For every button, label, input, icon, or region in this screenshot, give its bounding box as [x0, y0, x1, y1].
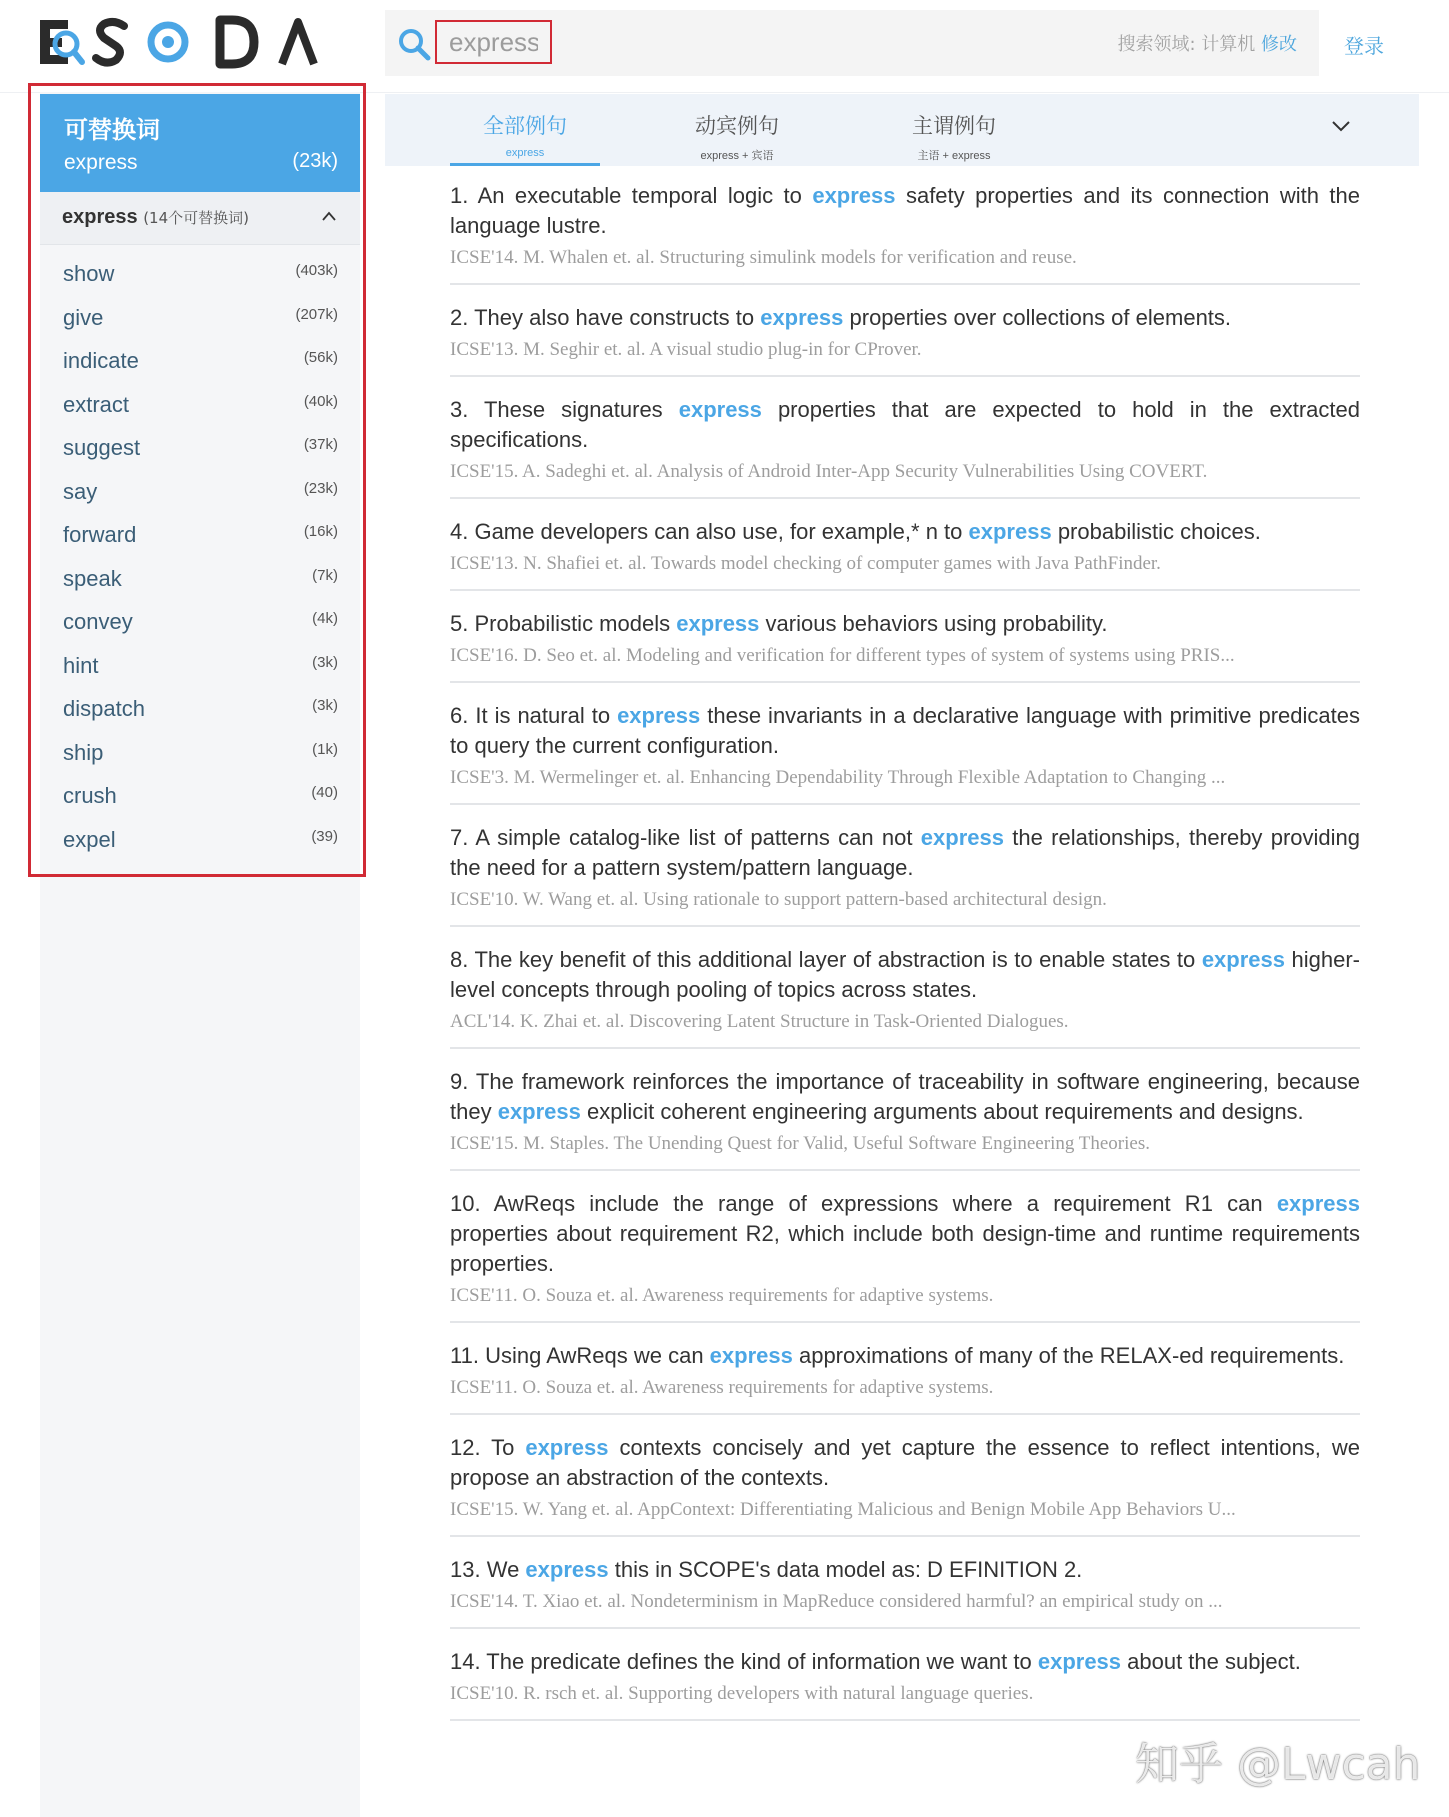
example-sentence[interactable] — [450, 1067, 1360, 1127]
synonym-word: ship — [63, 739, 104, 765]
synonym-word: forward — [63, 522, 137, 547]
synonyms-query-word: express — [64, 151, 138, 174]
synonym-count: (39) — [311, 827, 338, 845]
example-sentence-item — [450, 299, 1360, 377]
synonym-count: (40k) — [303, 392, 338, 410]
sentence-text-after: about the subject. — [1121, 1649, 1301, 1674]
sentence-citation[interactable]: ICSE'11. O. Souza et. al. Awareness requirements for adaptive systems. — [450, 1377, 994, 1398]
sentence-text-before: 12. To — [450, 1435, 526, 1460]
group-word: express — [62, 206, 138, 228]
synonym-count: (56k) — [303, 349, 338, 366]
sentence-text-after: this in SCOPE's data model as: D EFINITION 2. — [608, 1557, 1083, 1582]
synonym-count: (7k) — [312, 566, 338, 584]
example-sentence[interactable] — [450, 609, 1360, 639]
tab-verb-object[interactable] — [662, 94, 812, 166]
example-sentence-item — [450, 1551, 1360, 1629]
sentence-text-before: 7. A simple catalog-like list of patterns can not — [450, 825, 921, 850]
example-sentence-item — [450, 1185, 1360, 1323]
sentence-text-before: 1. An executable temporal logic to — [450, 183, 813, 208]
sentence-text-before: 14. The predicate defines the kind of information we want to — [450, 1649, 1038, 1674]
sentence-text-after: probabilistic choices. — [1051, 519, 1261, 544]
chevron-down-icon[interactable] — [1332, 120, 1350, 132]
sentence-text-before: 6. It is natural to — [450, 703, 618, 728]
example-sentence[interactable] — [450, 823, 1360, 883]
sentence-text-before: 8. The key benefit of this additional layer of abstraction is to enable states to — [450, 947, 1202, 972]
synonyms-highlight-box — [28, 83, 366, 877]
synonym-word: dispatch — [63, 696, 145, 721]
example-sentence-item — [450, 605, 1360, 683]
search-bar — [385, 10, 1319, 76]
synonym-count: (3k) — [312, 697, 338, 714]
example-sentence-item — [450, 177, 1360, 285]
synonym-count: (40) — [311, 784, 338, 801]
tab-label: 动宾例句 — [695, 114, 779, 138]
example-sentence[interactable] — [450, 303, 1360, 333]
tab-subject-verb[interactable] — [879, 94, 1029, 166]
sentence-text-after: various behaviors using probability. — [759, 611, 1108, 636]
sentence-text-before: 3. These signatures — [450, 397, 679, 422]
tab-label: 主谓例句 — [912, 114, 996, 138]
synonyms-query-count: (23k) — [292, 150, 338, 172]
search-input[interactable] — [435, 20, 552, 64]
tab-label: 全部例句 — [483, 114, 567, 138]
example-sentence-item — [450, 1337, 1360, 1415]
highlighted-keyword: express — [525, 1435, 609, 1460]
sentence-text-before: 5. Probabilistic models — [450, 611, 677, 636]
example-sentence-item — [450, 697, 1360, 805]
sentence-citation[interactable]: ICSE'15. M. Staples. The Unending Quest for Valid, Useful Software Engineering Theories. — [450, 1133, 1150, 1154]
highlighted-keyword: express — [1201, 947, 1285, 972]
sentence-citation[interactable]: ICSE'3. M. Wermelinger et. al. Enhancing Dependability Through Flexible Adaptation to Changing ... — [450, 767, 1226, 788]
synonym-word: extract — [63, 391, 130, 417]
sentence-citation[interactable]: ICSE'15. W. Yang et. al. AppContext: Differentiating Malicious and Benign Mobile App Behaviors U... — [450, 1499, 1236, 1520]
tabs-bar — [385, 94, 1419, 166]
synonym-word: show — [63, 261, 115, 286]
domain-label: 搜索领域: 计算机 — [1117, 34, 1256, 55]
sentence-text-after: explicit coherent engineering arguments about requirements and designs. — [580, 1099, 1304, 1124]
example-sentence-item — [450, 513, 1360, 591]
synonym-word: speak — [63, 565, 122, 591]
tab-sublabel: express — [505, 147, 545, 159]
sentence-citation[interactable]: ICSE'11. O. Souza et. al. Awareness requirements for adaptive systems. — [450, 1285, 994, 1306]
sentence-citation[interactable]: ICSE'16. D. Seo et. al. Modeling and verification for different types of system of systems using PRIS... — [450, 645, 1235, 666]
synonym-word: hint — [63, 652, 99, 678]
example-sentence[interactable] — [450, 517, 1360, 547]
synonym-count: (4k) — [312, 610, 338, 627]
sentence-text-after: contexts concisely and yet capture the essence to reflect intentions, we propose an abstraction of the contexts. — [450, 1435, 1360, 1490]
highlighted-keyword: express — [678, 397, 762, 422]
sentence-text-before: 2. They also have constructs to — [450, 305, 761, 330]
example-sentence-list — [450, 177, 1360, 1735]
sentence-text-after: the relationships, thereby providing the need for a pattern system/pattern language. — [450, 825, 1360, 880]
highlighted-keyword: express — [812, 183, 896, 208]
example-sentence-item — [450, 1063, 1360, 1171]
example-sentence[interactable] — [450, 1189, 1360, 1279]
synonym-word: indicate — [63, 348, 139, 373]
header — [0, 0, 1449, 93]
example-sentence[interactable] — [450, 1341, 1360, 1371]
sentence-citation[interactable]: ICSE'13. N. Shafiei et. al. Towards model checking of computer games with Java PathFinder. — [450, 553, 1161, 574]
example-sentence[interactable] — [450, 945, 1360, 1005]
sentence-text-after: safety properties and its connection with the language lustre. — [450, 183, 1360, 238]
sentence-text-after: properties that are expected to hold in the extracted specifications. — [450, 397, 1360, 452]
sentence-citation[interactable]: ICSE'13. M. Seghir et. al. A visual studio plug-in for CProver. — [450, 339, 922, 360]
highlighted-keyword: express — [1037, 1649, 1122, 1674]
sentence-text-after: approximations of many of the RELAX-ed requirements. — [792, 1343, 1345, 1368]
example-sentence-item — [450, 1429, 1360, 1537]
sentence-text-before: 9. The framework reinforces the importance of traceability in software engineering, because they — [450, 1069, 1360, 1124]
highlighted-keyword: express — [497, 1099, 581, 1124]
sentence-text-before: 10. AwReqs include the range of expressions where a requirement R1 can — [450, 1191, 1277, 1216]
highlighted-keyword: express — [525, 1557, 609, 1582]
sentence-citation[interactable]: ICSE'10. R. rsch et. al. Supporting developers with natural language queries. — [450, 1683, 1034, 1704]
sentence-text-after: higher-level concepts through pooling of topics across states. — [450, 947, 1361, 1002]
example-sentence-item — [450, 391, 1360, 499]
sentence-text-after: properties about requirement R2, which include both design-time and runtime requirements properties. — [450, 1221, 1360, 1276]
group-note: (14个可替换词) — [143, 209, 249, 227]
tab-sublabel: 主语 + express — [917, 150, 991, 162]
esoda-logo[interactable] — [36, 14, 326, 74]
example-sentence[interactable] — [450, 1647, 1360, 1677]
example-sentence[interactable] — [450, 395, 1360, 455]
sentence-text-before: 13. We — [450, 1557, 526, 1582]
domain-edit-link[interactable]: 修改 — [1261, 34, 1297, 55]
synonym-count: (23k) — [303, 479, 338, 497]
highlighted-keyword: express — [920, 825, 1004, 850]
tab-all-examples[interactable] — [450, 94, 600, 166]
highlighted-keyword: express — [1276, 1191, 1360, 1216]
example-sentence[interactable] — [450, 1555, 1360, 1585]
example-sentence-item — [450, 941, 1360, 1049]
synonym-word: give — [63, 304, 104, 330]
search-icon[interactable] — [397, 27, 431, 61]
synonym-word: say — [63, 478, 98, 504]
synonym-count: (1k) — [312, 740, 338, 758]
highlighted-keyword: express — [709, 1343, 793, 1368]
synonym-count: (403k) — [295, 262, 338, 279]
sentence-citation[interactable]: ICSE'10. W. Wang et. al. Using rationale to support pattern-based architectural design. — [450, 889, 1107, 910]
tab-sublabel: express + 宾语 — [700, 150, 774, 162]
synonym-word: crush — [63, 783, 117, 808]
synonym-count: (37k) — [303, 436, 338, 453]
example-sentence[interactable] — [450, 701, 1360, 761]
synonym-word: suggest — [63, 435, 141, 460]
synonym-count: (16k) — [303, 523, 338, 540]
highlighted-keyword: express — [760, 305, 844, 330]
sentence-citation[interactable]: ACL'14. K. Zhai et. al. Discovering Latent Structure in Task-Oriented Dialogues. — [450, 1011, 1069, 1032]
synonym-word: convey — [63, 609, 133, 634]
synonym-word: expel — [63, 826, 116, 852]
sentence-text-after: properties over collections of elements. — [843, 305, 1232, 330]
synonym-count: (207k) — [295, 305, 338, 323]
highlighted-keyword: express — [968, 519, 1052, 544]
example-sentence-item — [450, 1643, 1360, 1721]
example-sentence-item — [450, 819, 1360, 927]
example-sentence[interactable] — [450, 181, 1360, 241]
sentence-citation[interactable]: ICSE'14. T. Xiao et. al. Nondeterminism in MapReduce considered harmful? an empirical study on ... — [450, 1591, 1223, 1612]
sentence-citation[interactable]: ICSE'15. A. Sadeghi et. al. Analysis of Android Inter-App Security Vulnerabilities Using COVERT. — [450, 461, 1208, 482]
watermark: 知乎 @Lwcah — [1135, 1739, 1421, 1790]
sentence-citation[interactable]: ICSE'14. M. Whalen et. al. Structuring simulink models for verification and reuse. — [450, 247, 1077, 268]
sentence-text-before: 4. Game developers can also use, for example,* n to — [450, 519, 969, 544]
sentence-text-before: 11. Using AwReqs we can — [450, 1343, 710, 1368]
login-link[interactable]: 登录 — [1344, 34, 1384, 58]
search-domain — [1117, 30, 1297, 56]
synonyms-title: 可替换词 — [64, 116, 160, 144]
synonym-count: (3k) — [312, 653, 338, 671]
highlighted-keyword: express — [617, 703, 701, 728]
example-sentence[interactable] — [450, 1433, 1360, 1493]
sentence-text-after: these invariants in a declarative language with primitive predicates to query the current configuration. — [450, 703, 1360, 758]
active-tab-indicator — [450, 163, 600, 166]
highlighted-keyword: express — [676, 611, 760, 636]
